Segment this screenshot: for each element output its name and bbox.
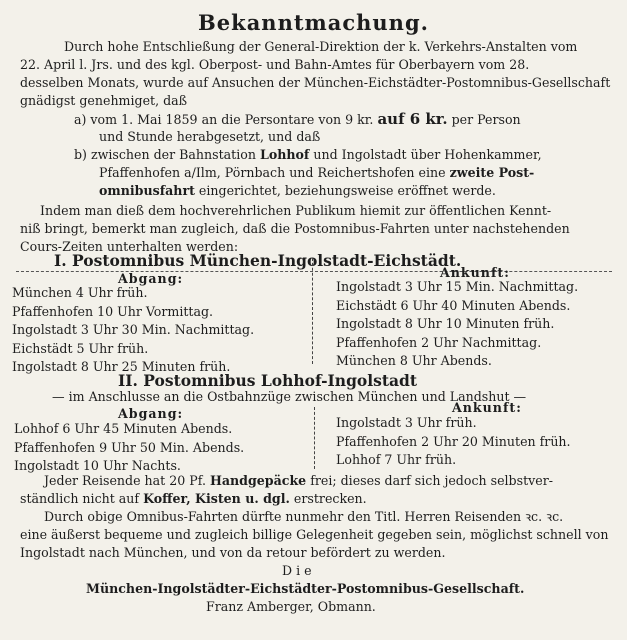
arrival-row: Ingolstadt 8 Uhr 10 Minuten früh. xyxy=(336,316,555,332)
section2-subheading: — im Anschlusse an die Ostbahnzüge zwischen München und Landshut — xyxy=(52,389,527,404)
item-b-line-2-text: Pfaffenhofen a/Ilm, Pörnbach und Reichertshofen eine xyxy=(99,165,446,180)
baggage-line-2 xyxy=(20,490,367,508)
signature-company: München-Ingolstädter-Eichstädter-Postomnibus-Gesellschaft. xyxy=(86,581,525,596)
item-a-bold: auf 6 kr. xyxy=(377,110,448,128)
section2-arrivals xyxy=(336,414,571,470)
section1-departure-label: Abgang: xyxy=(118,271,184,286)
section1-divider xyxy=(16,271,612,272)
closing-line-3: Ingolstadt nach München, und von da retour befördert zu werden. xyxy=(20,545,446,560)
notice-title: Bekanntmachung. xyxy=(198,10,429,35)
arrival-row: Lohhof 7 Uhr früh. xyxy=(336,452,457,468)
section1-column-rule xyxy=(312,258,313,364)
baggage-bold: Handgepäcke xyxy=(209,473,307,488)
intro-line-4: gnädigst genehmiget, daß xyxy=(20,93,188,108)
intro-line-2: 22. April l. Jrs. und des kgl. Oberpost- und Bahn-Amtes für Oberbayern vom 28. xyxy=(20,57,530,72)
item-a-line-2: und Stunde herabgesetzt, und daß xyxy=(99,129,321,144)
para2-line-1: Indem man dieß dem hochverehrlichen Publikum hiemit zur öffentlichen Kennt- xyxy=(40,203,552,218)
section1-heading: I. Postomnibus München-Ingolstadt-Eichstädt. xyxy=(54,251,462,270)
baggage-text: Jeder Reisende hat 20 Pf. xyxy=(44,473,206,488)
item-b-line-2 xyxy=(99,164,534,182)
item-b-bold: Lohhof xyxy=(259,147,310,162)
departure-row: München 4 Uhr früh. xyxy=(12,285,148,300)
item-b-line-3 xyxy=(99,182,496,200)
baggage-line-2-text: ständlich nicht auf xyxy=(20,491,140,506)
intro-line-1: Durch hohe Entschließung der General-Direktion der k. Verkehrs-Anstalten vom xyxy=(64,39,578,54)
intro-line-3: desselben Monats, wurde auf Ansuchen der München-Eichstädter-Postomnibus-Gesellschaft xyxy=(20,75,611,90)
signature-die: D i e xyxy=(282,563,312,578)
section1-arrivals xyxy=(336,278,578,371)
departure-row: Pfaffenhofen 9 Uhr 50 Min. Abends. xyxy=(14,439,245,455)
para2-line-2: niß bringt, bemerkt man zugleich, daß die Postomnibus-Fahrten unter nachstehenden xyxy=(20,221,570,236)
section1-arrival-label: Ankunft: xyxy=(440,265,510,280)
departure-row: Pfaffenhofen 10 Uhr Vormittag. xyxy=(12,303,214,319)
arrival-row: Ingolstadt 3 Uhr 15 Min. Nachmittag. xyxy=(336,279,579,294)
item-b-line-3-bold: omnibusfahrt xyxy=(99,183,195,198)
arrival-row: Pfaffenhofen 2 Uhr Nachmittag. xyxy=(336,334,542,350)
baggage-text-end: frei; dieses darf sich jedoch selbstver- xyxy=(310,473,553,488)
departure-row: Ingolstadt 8 Uhr 25 Minuten früh. xyxy=(12,359,231,375)
item-a-text: a) vom 1. Mai 1859 an die Persontare von 9 kr. xyxy=(74,112,374,127)
arrival-row: Eichstädt 6 Uhr 40 Minuten Abends. xyxy=(336,297,571,313)
departure-row: Ingolstadt 10 Uhr Nachts. xyxy=(14,458,181,474)
item-a-text-end: per Person xyxy=(451,112,521,127)
item-b-line-3-text: eingerichtet, beziehungsweise eröffnet werde. xyxy=(198,183,496,198)
item-a-line-1 xyxy=(74,110,521,129)
baggage-line-1 xyxy=(44,472,553,490)
item-b-text-end: und Ingolstadt über Hohenkammer, xyxy=(313,147,542,162)
item-b-line-1 xyxy=(74,146,542,164)
baggage-line-2-bold: Koffer, Kisten u. dgl. xyxy=(143,491,290,506)
section2-heading: II. Postomnibus Lohhof-Ingolstadt xyxy=(118,371,418,390)
arrival-row: Ingolstadt 3 Uhr früh. xyxy=(336,415,477,430)
departure-row: Ingolstadt 3 Uhr 30 Min. Nachmittag. xyxy=(12,322,255,338)
item-b-text: b) zwischen der Bahnstation xyxy=(74,147,256,162)
para2-line-3: Cours-Zeiten unterhalten werden: xyxy=(20,239,239,254)
signature-person: Franz Amberger, Obmann. xyxy=(206,599,376,614)
item-b-line-2-bold: zweite Post- xyxy=(449,165,535,180)
section2-arrival-label: Ankunft: xyxy=(452,400,522,415)
closing-line-2: eine äußerst bequeme und zugleich billige Gelegenheit gegeben sein, möglichst schnell von xyxy=(20,527,609,542)
departure-row: Eichstädt 5 Uhr früh. xyxy=(12,340,149,356)
arrival-row: München 8 Uhr Abends. xyxy=(336,353,492,369)
section2-departures xyxy=(14,420,244,476)
section2-column-rule xyxy=(314,407,315,469)
section1-departures xyxy=(12,284,254,377)
arrival-row: Pfaffenhofen 2 Uhr 20 Minuten früh. xyxy=(336,433,571,449)
baggage-line-2-end: erstrecken. xyxy=(293,491,367,506)
departure-row: Lohhof 6 Uhr 45 Minuten Abends. xyxy=(14,421,233,436)
closing-line-1: Durch obige Omnibus-Fahrten dürfte nunmehr den Titl. Herren Reisenden ꝛc. ꝛc. xyxy=(44,509,564,524)
section2-departure-label: Abgang: xyxy=(118,406,184,421)
